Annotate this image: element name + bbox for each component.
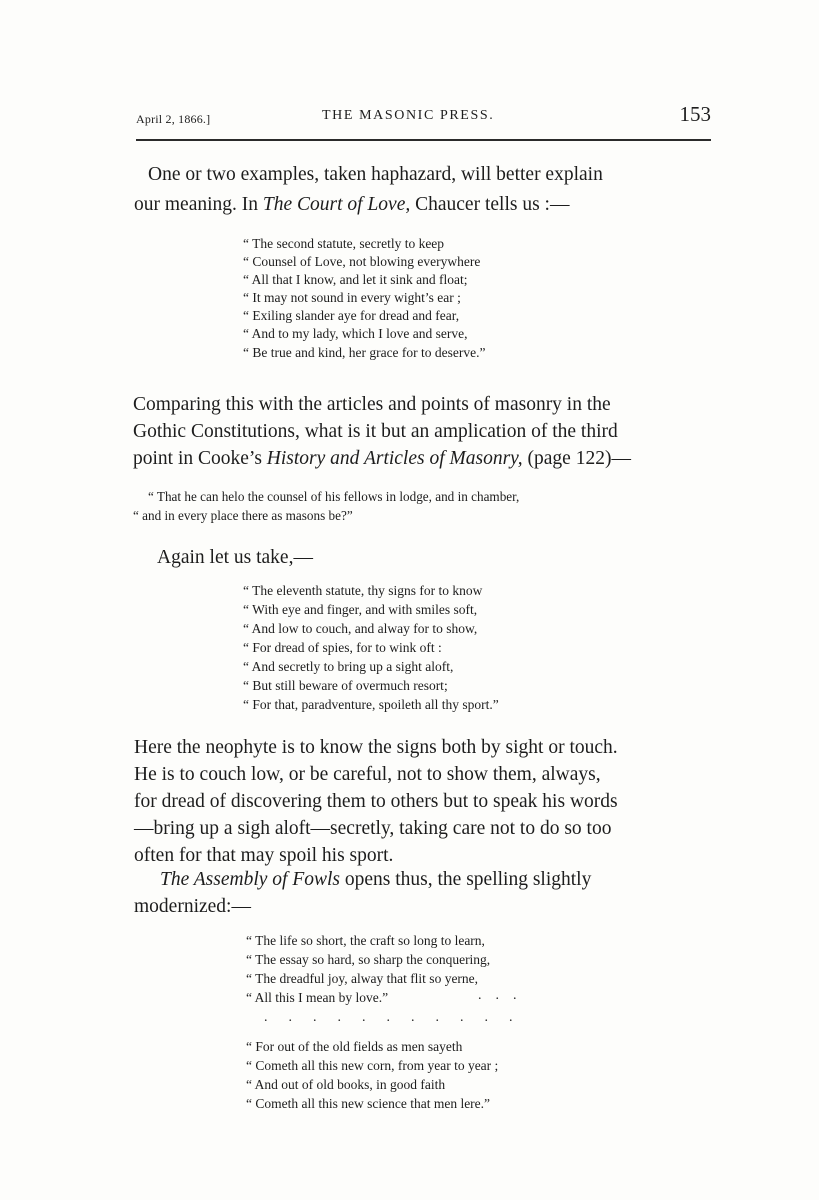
header-title: THE MASONIC PRESS. xyxy=(322,108,495,123)
quote1-line2: “ Counsel of Love, not blowing everywhere xyxy=(243,254,481,269)
quote4-line3: “ The dreadful joy, alway that flit so yerne, xyxy=(246,971,479,986)
quote4-line4: “ All this I mean by love.” xyxy=(246,990,389,1005)
para5-line1 xyxy=(160,868,591,892)
para5-line2: modernized:— xyxy=(134,896,251,917)
title-assembly-of-fowls: The Assembly of Fowls xyxy=(160,869,341,890)
para2-line2: Gothic Constitutions, what is it but an amplication of the third xyxy=(133,421,618,442)
para2-line3-text: point in Cooke’s xyxy=(133,448,267,469)
ellipsis-row: . . . . . . . . . . . xyxy=(264,1010,513,1025)
quote5-line3: “ And out of old books, in good faith xyxy=(246,1077,446,1092)
header-date: April 2, 1866.] xyxy=(136,112,211,126)
para1-line1: One or two examples, taken haphazard, will better explain xyxy=(148,164,603,185)
quote3-line2: “ With eye and finger, and with smiles soft, xyxy=(243,602,478,617)
quote5-line4: “ Cometh all this new science that men lere.” xyxy=(246,1096,491,1111)
title-court-of-love: The Court of Love, xyxy=(262,194,411,215)
quote4-line1: “ The life so short, the craft so long to learn, xyxy=(246,933,485,948)
quote1-line5: “ Exiling slander aye for dread and fear, xyxy=(243,308,460,323)
para4-line2: He is to couch low, or be careful, not to show them, always, xyxy=(134,764,601,785)
quote2-line2: “ and in every place there as masons be?” xyxy=(133,508,353,523)
para3-line1: Again let us take,— xyxy=(157,547,313,568)
quote3-line6: “ But still beware of overmuch resort; xyxy=(243,678,448,693)
para1-line2-text: our meaning. In xyxy=(134,194,263,215)
quote3-line5: “ And secretly to bring up a sight aloft, xyxy=(243,659,454,674)
running-header xyxy=(136,102,711,134)
para1-line2 xyxy=(134,193,569,217)
quote3-line7: “ For that, paradventure, spoileth all thy sport.” xyxy=(243,697,499,712)
header-rule xyxy=(136,139,711,141)
para4-line5: often for that may spoil his sport. xyxy=(134,845,394,866)
title-history-articles: History and Articles of Masonry, xyxy=(266,448,523,469)
ellipsis-short: . . . xyxy=(478,988,517,1003)
quote5-line1: “ For out of the old fields as men sayeth xyxy=(246,1039,463,1054)
quote1-line4: “ It may not sound in every wight’s ear ; xyxy=(243,290,461,305)
quote1-line1: “ The second statute, secretly to keep xyxy=(243,236,445,251)
quote3-line1: “ The eleventh statute, thy signs for to know xyxy=(243,583,483,598)
quote2-line1: “ That he can helo the counsel of his fellows in lodge, and in chamber, xyxy=(148,489,520,504)
page-number: 153 xyxy=(679,102,711,126)
para4-line1: Here the neophyte is to know the signs both by sight or touch. xyxy=(134,737,618,758)
para2-line1: Comparing this with the articles and points of masonry in the xyxy=(133,394,611,415)
quote1-line6: “ And to my lady, which I love and serve, xyxy=(243,326,468,341)
quote3-line3: “ And low to couch, and alway for to show, xyxy=(243,621,478,636)
para5-line1-tail: opens thus, the spelling slightly xyxy=(340,869,592,890)
quote1-line7: “ Be true and kind, her grace for to deserve.” xyxy=(243,345,486,360)
quote4-line2: “ The essay so hard, so sharp the conquering, xyxy=(246,952,491,967)
para2-line3 xyxy=(133,447,631,471)
para4-line4: —bring up a sigh aloft—secretly, taking care not to do so too xyxy=(134,818,612,839)
para2-line3-tail: (page 122)— xyxy=(522,448,631,469)
para4-line3: for dread of discovering them to others but to speak his words xyxy=(134,791,618,812)
quote1-line3: “ All that I know, and let it sink and float; xyxy=(243,272,468,287)
para1-line2-tail: Chaucer tells us :— xyxy=(410,194,570,215)
quote3-line4: “ For dread of spies, for to wink oft : xyxy=(243,640,442,655)
quote5-line2: “ Cometh all this new corn, from year to year ; xyxy=(246,1058,499,1073)
